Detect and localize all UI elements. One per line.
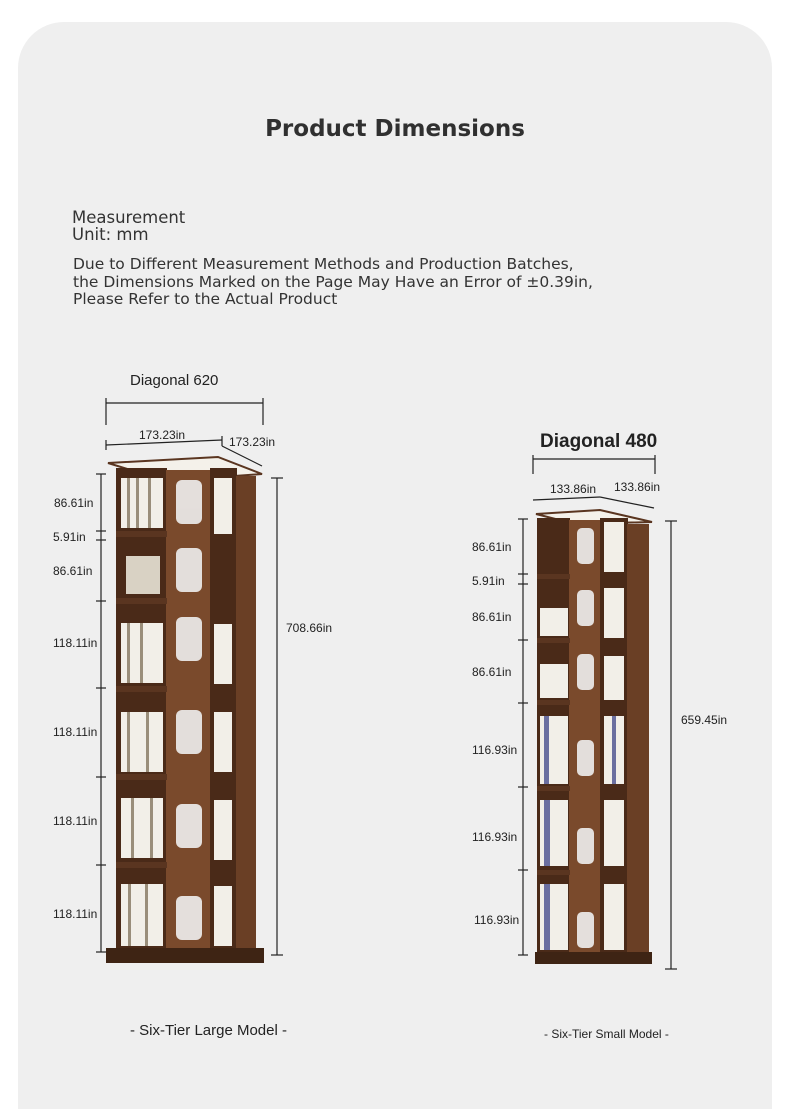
large-model-caption: - Six-Tier Large Model - [130, 1022, 287, 1039]
unit-label: Unit: mm [72, 225, 149, 244]
small-tier-label: 86.61in [472, 610, 512, 624]
error-note: Due to Different Measurement Methods and Production Batches, the Dimensions Marked on the Page May Have an Error of ±0.39in, Please Refer to the Actual Product [73, 255, 593, 308]
large-tier-label: 118.11in [53, 636, 98, 650]
small-diagonal-label: Diagonal 480 [540, 431, 658, 452]
large-diagonal-label: Diagonal 620 [130, 372, 219, 389]
large-tier-label: 118.11in [53, 907, 98, 921]
small-tier-label: 86.61in [472, 540, 512, 554]
small-bookshelf-image [535, 510, 652, 964]
small-tier-label: 5.91in [472, 574, 505, 588]
small-depth-label: 133.86in [614, 480, 661, 494]
large-tier-label: 86.61in [54, 496, 94, 510]
large-depth-label: 173.23in [229, 435, 276, 449]
small-width-label: 133.86in [550, 482, 597, 496]
small-height-label: 659.45in [681, 713, 728, 727]
large-tier-label: 5.91in [53, 530, 86, 544]
page-title: Product Dimensions [265, 116, 525, 142]
large-tier-label: 86.61in [53, 564, 93, 578]
large-height-label: 708.66in [286, 621, 333, 635]
small-tier-label: 116.93in [472, 830, 518, 844]
large-tier-label: 118.11in [53, 725, 98, 739]
small-model-caption: - Six-Tier Small Model - [544, 1027, 669, 1041]
large-tier-label: 118.11in [53, 814, 98, 828]
large-width-label: 173.23in [139, 428, 186, 442]
small-tier-label: 86.61in [472, 665, 512, 679]
large-bookshelf-image [106, 457, 264, 963]
small-tier-label: 116.93in [472, 743, 518, 757]
small-tier-label: 116.93in [474, 913, 520, 927]
measurement-label: Measurement [72, 208, 186, 227]
